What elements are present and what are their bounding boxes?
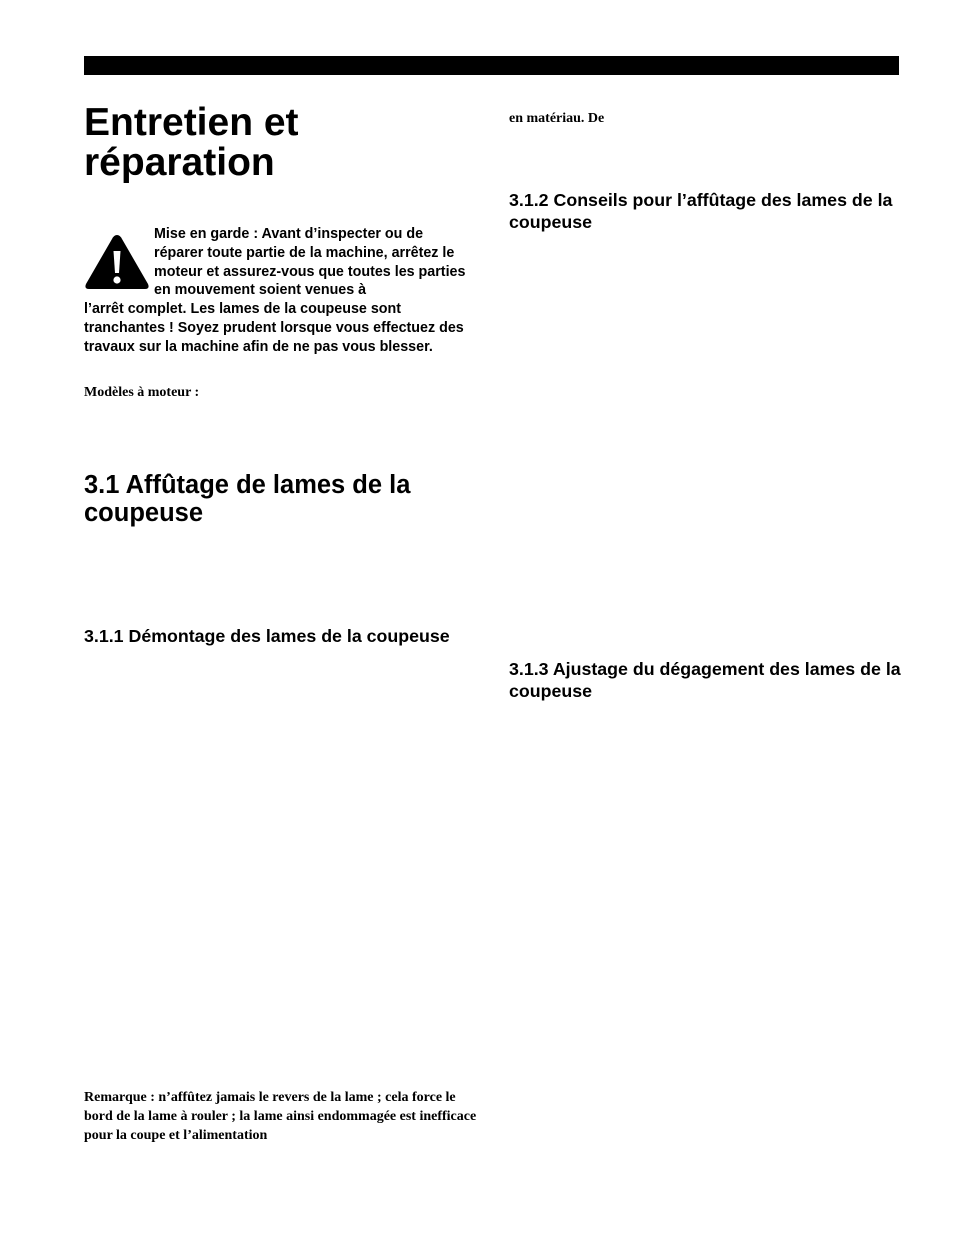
section-heading-3-1-2: 3.1.2 Conseils pour l’affûtage des lames de la coupeuse <box>509 190 893 232</box>
warning-triangle-icon <box>84 233 150 291</box>
note-paragraph: Remarque : n’affûtez jamais le revers de la lame ; cela force le bord de la lame à rouler ; la lame ainsi endommagée est inefficace pour la coupe et l’alimentation <box>84 1090 477 1143</box>
models-label: Modèles à moteur : <box>84 385 200 400</box>
section-heading-3-1-3: 3.1.3 Ajustage du dégagement des lames de la coupeuse <box>509 659 901 701</box>
section-heading-3-1-1: 3.1.1 Démontage des lames de la coupeuse <box>84 626 450 646</box>
warning-text-full: l’arrêt complet. Les lames de la coupeuse sont tranchantes ! Soyez prudent lorsque vous effectuez des travaux sur la machine afin de ne pas vous blesser. <box>84 301 464 355</box>
page-title: Entretien et réparation <box>84 101 299 184</box>
warning-text-indented: Mise en garde : Avant d’inspecter ou de réparer toute partie de la machine, arrêtez le moteur et assurez-vous que toutes les parties en mouvement soient venues à <box>154 226 466 299</box>
header-rule <box>84 56 899 75</box>
continued-text: en matériau. De <box>509 111 605 126</box>
section-heading-3-1: 3.1 Affûtage de lames de la coupeuse <box>84 471 411 527</box>
